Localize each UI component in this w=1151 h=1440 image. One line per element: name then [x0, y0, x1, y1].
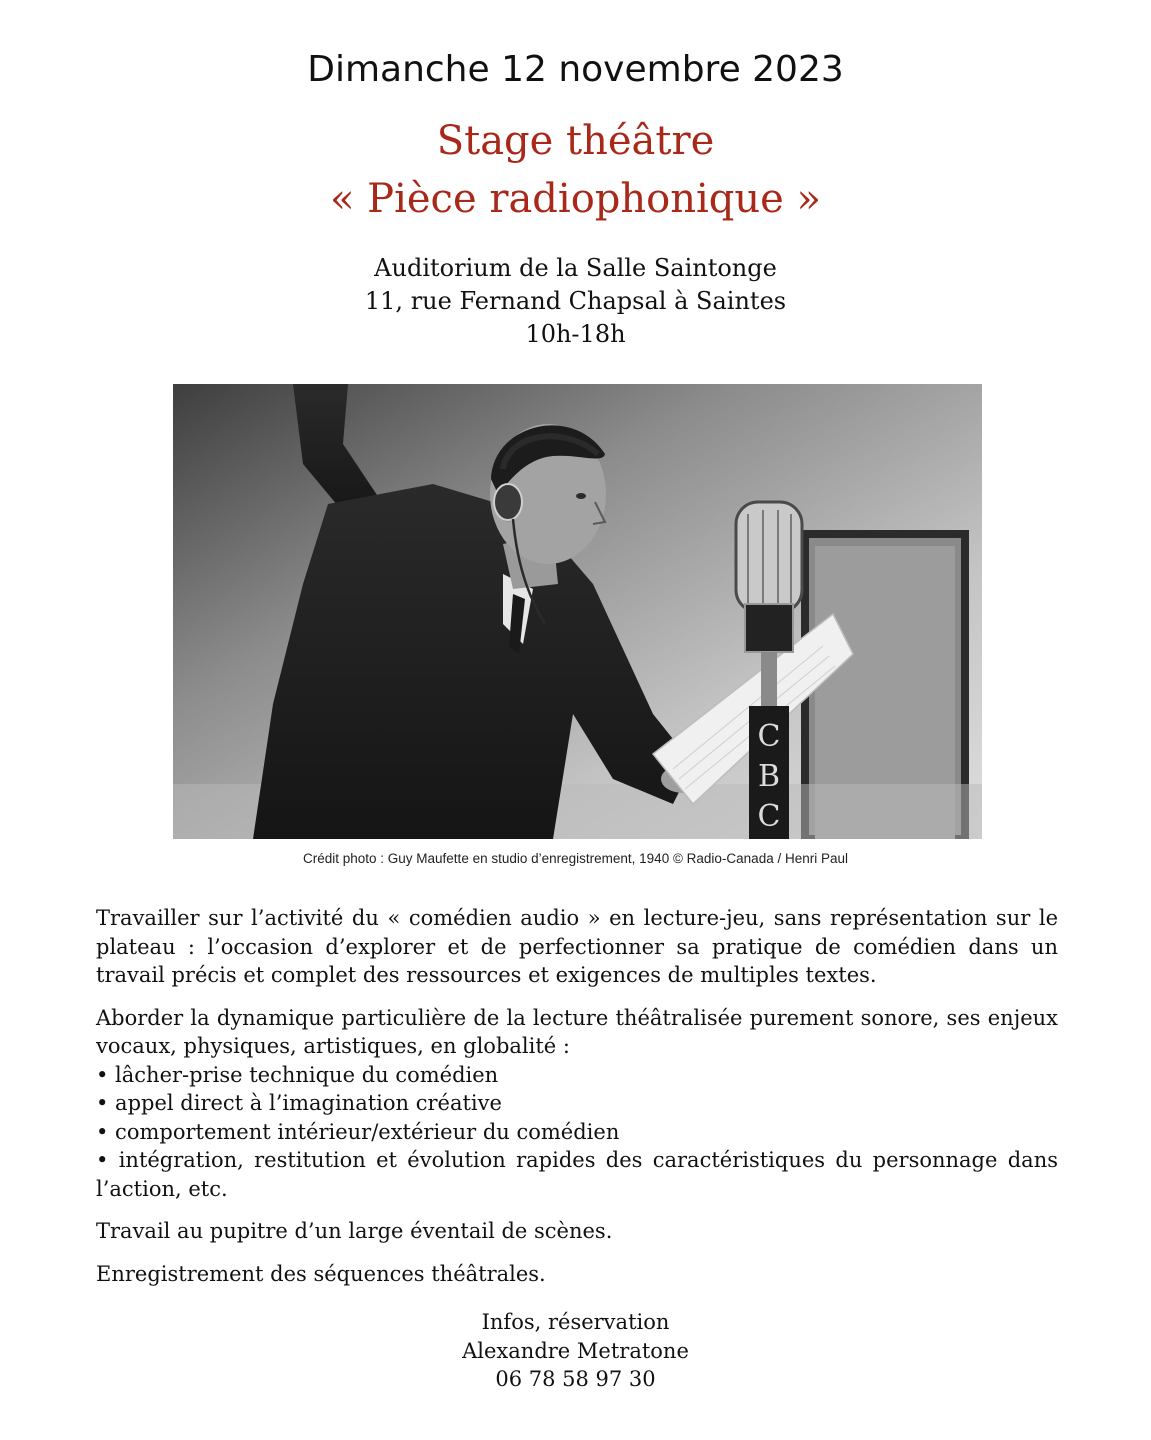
mic-letter-2: B — [757, 759, 781, 794]
bullet-item: • comportement intérieur/extérieur du comédien — [96, 1119, 620, 1144]
paragraph-2-intro: Aborder la dynamique particulière de la lecture théâtralisée purement sonore, ses enjeux vocaux, physiques, artistiques, en globalité : — [96, 1005, 1058, 1058]
contact-name: Alexandre Metratone — [462, 1338, 689, 1363]
bullet-item: • lâcher-prise technique du comédien — [96, 1062, 499, 1087]
bullet-item: • appel direct à l’imagination créative — [96, 1091, 502, 1115]
paragraph-4: Enregistrement des séquences théâtrales. — [96, 1261, 546, 1286]
venue-address: 11, rue Fernand Chapsal à Saintes — [364, 287, 787, 315]
venue-block — [0, 252, 1151, 351]
studio-photo — [173, 384, 982, 839]
contact-label: Infos, réservation — [481, 1310, 670, 1334]
event-date: Dimanche 12 novembre 2023 — [307, 49, 844, 90]
paragraph-3: Travail au pupitre d’un large éventail de scènes. — [96, 1219, 613, 1243]
mic-letter-3: C — [757, 799, 781, 834]
venue-hours: 10h-18h — [525, 320, 626, 348]
title-line-1: Stage théâtre — [436, 118, 715, 164]
description-block — [96, 904, 1058, 1302]
paragraph-1: Travailler sur l’activité du « comédien audio » en lecture-jeu, sans représentation sur le plateau : l’occasion d’explorer et de perfectionner sa pratique de comédien dans un travail précis et complet des ressources et exigences de multiples textes. — [96, 906, 1058, 987]
mic-letter-1: C — [757, 719, 781, 754]
contact-block — [0, 1308, 1151, 1394]
photo-illustration — [173, 384, 982, 839]
bullet-item: • intégration, restitution et évolution rapides des caractéristiques du personnage dans l’action, etc. — [96, 1148, 1058, 1201]
venue-name: Auditorium de la Salle Saintonge — [374, 254, 777, 282]
contact-phone[interactable]: 06 78 58 97 30 — [495, 1367, 656, 1391]
event-title — [0, 112, 1151, 228]
title-line-2: « Pièce radiophonique » — [329, 176, 822, 222]
paragraph-2 — [96, 1004, 1058, 1204]
photo-credit: Crédit photo : Guy Maufette en studio d’enregistrement, 1940 © Radio-Canada / Henri Paul — [302, 851, 848, 866]
